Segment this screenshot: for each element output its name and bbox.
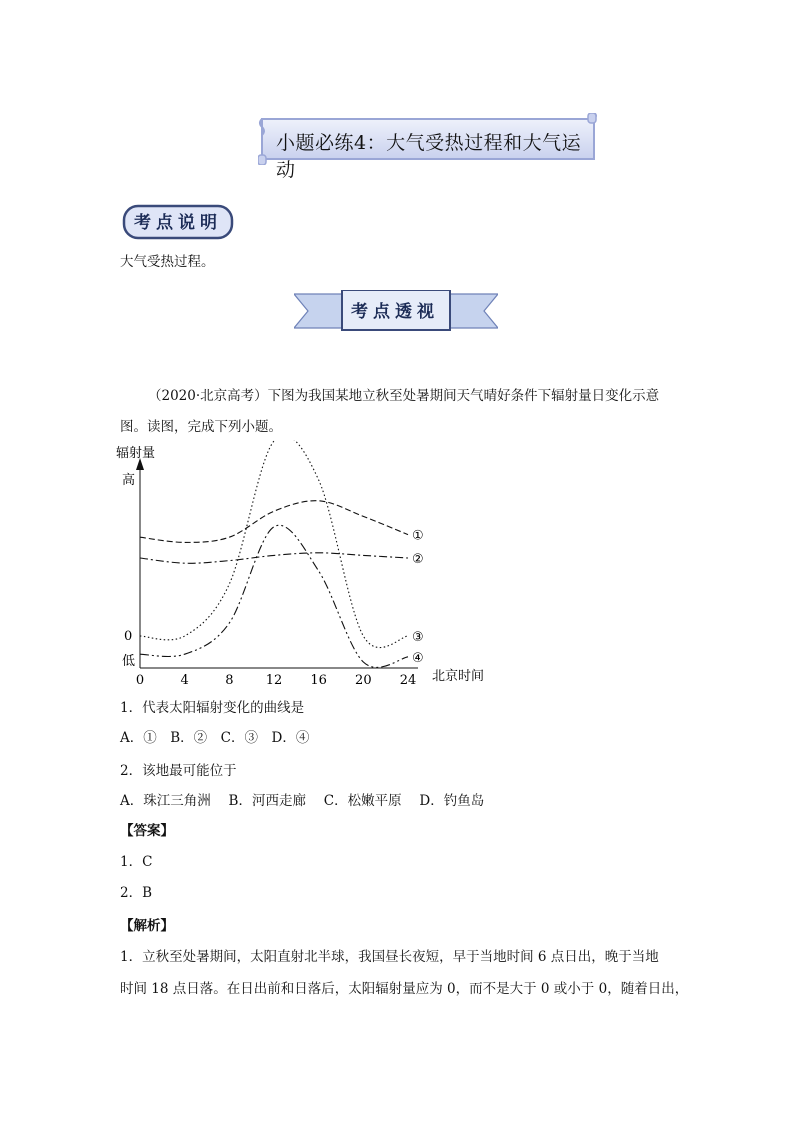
question-2-text: 2．该地最可能位于 [120, 763, 237, 779]
analysis-label: 【解析】 [120, 918, 174, 934]
answer-label: 【答案】 [120, 823, 174, 839]
section-badge-view-label: 考点透视 [351, 302, 439, 322]
x-tick-label: 4 [180, 673, 189, 688]
x-axis-title: 北京时间 [432, 669, 485, 684]
series-line-4 [140, 525, 408, 667]
series-label-4: ④ [412, 650, 424, 666]
series-line-2 [140, 553, 408, 563]
x-tick-label: 20 [355, 673, 372, 688]
question-1-text: 1．代表太阳辐射变化的曲线是 [120, 700, 305, 716]
y-tick-zero: 0 [124, 629, 133, 644]
question-2-options: A．珠江三角洲 B．河西走廊 C．松嫩平原 D．钓鱼岛 [120, 793, 485, 809]
answer-1: 1．C [120, 854, 153, 870]
y-tick-low: 低 [122, 654, 136, 669]
section-badge-explain-label: 考点说明 [134, 213, 222, 233]
series-line-3 [140, 440, 408, 648]
page-title: 小题必练4：大气受热过程和大气运动 [276, 132, 582, 181]
y-tick-high: 高 [122, 473, 136, 488]
series-label-1: ① [412, 528, 424, 544]
y-axis-title: 辐射量 [116, 446, 156, 461]
question-1-options: A．① B．② C．③ D．④ [120, 730, 310, 746]
x-tick-label: 16 [310, 673, 327, 688]
x-tick-label: 24 [399, 673, 417, 688]
radiation-chart [108, 440, 498, 690]
x-tick-label: 8 [225, 673, 234, 688]
question-intro-line1: （2020·北京高考）下图为我国某地立秋至处暑期间天气晴好条件下辐射量日变化示意 [148, 388, 660, 404]
analysis-line2: 时间 18 点日落。在日出前和日落后，太阳辐射量应为 0，而不是大于 0 或小于 0，随着日出， [120, 981, 689, 997]
x-tick-label: 0 [135, 673, 145, 688]
question-intro-line2: 图。读图，完成下列小题。 [120, 419, 282, 435]
section-explain-text: 大气受热过程。 [120, 254, 215, 270]
analysis-line1: 1．立秋至处暑期间，太阳直射北半球，我国昼长夜短，早于当地时间 6 点日出，晚于当地 [120, 949, 659, 965]
x-tick-label: 12 [265, 673, 283, 688]
series-line-1 [140, 501, 408, 543]
series-label-3: ③ [412, 630, 424, 645]
answer-2: 2．B [120, 885, 153, 901]
series-label-2: ② [412, 552, 424, 567]
